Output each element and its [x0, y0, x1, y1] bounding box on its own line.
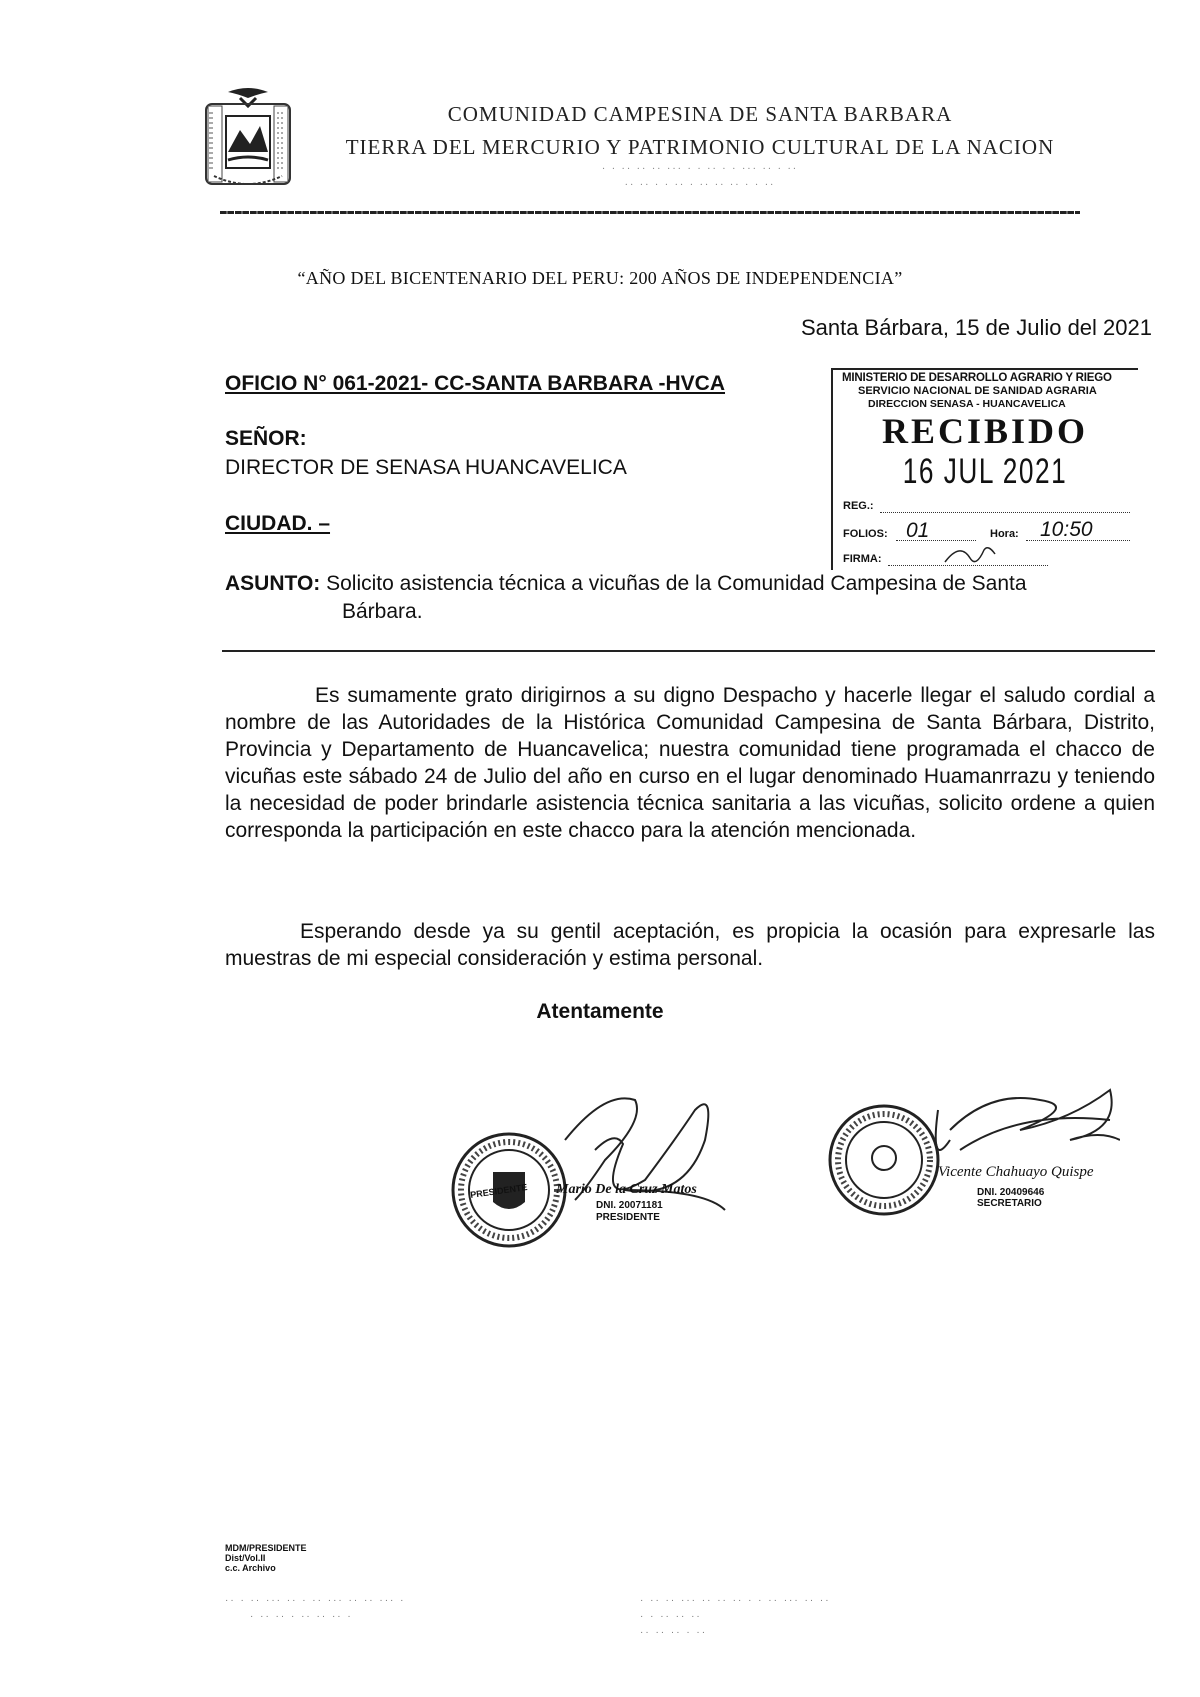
header-community-name: COMUNIDAD CAMPESINA DE SANTA BARBARA [447, 102, 953, 126]
stamp-reg-line [880, 512, 1130, 513]
president-name: Mario De la Cruz Matos [556, 1182, 697, 1197]
president-seal-and-signature [445, 1080, 745, 1260]
community-crest-logo [200, 82, 296, 192]
president-seal-label: PRESIDENTE [469, 1182, 528, 1200]
stamp-firma-scribble [940, 540, 1000, 570]
footer-faded-right-1: · ·· ·· ··· ·· ·· ·· · · ·· ··· ·· ·· [640, 1595, 831, 1606]
stamp-folios-value: 01 [906, 519, 930, 542]
subject-divider [222, 650, 1155, 652]
subject [225, 570, 1155, 626]
body-paragraph-1: Es sumamente grato dirigirnos a su digno Despacho y hacerle llegar el saludo cordial a nombre de las Autoridades de la Histórica Comunidad Campesina de Santa Bárbara, Distrito, Provincia y Departamento de Huancavelica; nuestra comunidad tiene programada el chacco de vicuñas este sábado 24 de Julio del año en curso en el lugar denominado Huamanrrazu y teniendo la necesidad de poder brindarle asistencia técnica sanitaria a las vicuñas, solicito ordene a quien corresponda la participación en este chacco para la atención mencionada. [225, 684, 1155, 842]
stamp-ministry: MINISTERIO DE DESARROLLO AGRARIO Y RIEGO [842, 372, 1112, 384]
cc-line-3: c.c. Archivo [225, 1563, 276, 1573]
stamp-reg-label: REG.: [843, 500, 874, 512]
header-faded-address-1: · · ·· ·· ·· ··· · · ·· · · ··· ·· · ·· [601, 164, 799, 175]
recipient-city: CIUDAD. – [225, 512, 331, 535]
stamp-service: SERVICIO NACIONAL DE SANIDAD AGRARIA [858, 385, 1097, 397]
president-role: PRESIDENTE [596, 1212, 660, 1223]
header-divider [220, 211, 1080, 214]
cc-line-2: Dist/Vol.II [225, 1553, 266, 1563]
closing: Atentamente [536, 1000, 664, 1023]
recipient-salutation: SEÑOR: [225, 427, 307, 450]
secretary-dni: DNI. 20409646 [977, 1187, 1045, 1198]
date-line: Santa Bárbara, 15 de Julio del 2021 [800, 315, 1152, 340]
footer-faded-right-3: ·· ·· ·· · ·· [640, 1627, 708, 1638]
footer-faded-right-2: · · ·· ·· ·· [640, 1611, 702, 1622]
secretary-role: SECRETARIO [977, 1198, 1042, 1209]
subject-label: ASUNTO: [225, 572, 321, 595]
president-dni: DNI. 20071181 [596, 1200, 663, 1211]
year-motto: “AÑO DEL BICENTENARIO DEL PERU: 200 AÑOS DE INDEPENDENCIA” [297, 268, 903, 288]
secretary-seal-and-signature [820, 1070, 1120, 1240]
header-motto: TIERRA DEL MERCURIO Y PATRIMONIO CULTURAL DE LA NACION [345, 135, 1055, 159]
stamp-folios-label: FOLIOS: [843, 528, 888, 540]
footer-faded-left-1: ·· · ·· ··· ·· · ·· ··· ·· ·· ··· · [225, 1595, 406, 1606]
secretary-name: Vicente Chahuayo Quispe [938, 1164, 1094, 1180]
subject-text-line2: Bárbara. [342, 600, 423, 623]
stamp-date: 16 JUL 2021 [902, 452, 1068, 491]
oficio-number: OFICIO N° 061-2021- CC-SANTA BARBARA -HVCA [225, 372, 726, 395]
body-paragraph-2: Esperando desde ya su gentil aceptación, es propicia la ocasión para expresarle las muestras de mi especial consideración y estima personal. [225, 920, 1155, 970]
header-faded-address-2: ·· ·· · · ·· · ·· ·· ·· · · ·· [624, 180, 776, 191]
stamp-firma-label: FIRMA: [843, 553, 882, 565]
subject-text-line1: Solicito asistencia técnica a vicuñas de la Comunidad Campesina de Santa [326, 572, 1027, 595]
footer-faded-left-2: · ·· ·· · ·· ·· ·· · [250, 1611, 353, 1622]
stamp-title: RECIBIDO [881, 411, 1089, 451]
stamp-hora-label: Hora: [990, 528, 1019, 540]
recipient-name: DIRECTOR DE SENASA HUANCAVELICA [225, 456, 627, 479]
cc-line-1: MDM/PRESIDENTE [225, 1543, 307, 1553]
stamp-hora-value: 10:50 [1040, 518, 1093, 541]
cc-block [225, 1543, 307, 1573]
stamp-direction: DIRECCION SENASA - HUANCAVELICA [868, 398, 1066, 410]
